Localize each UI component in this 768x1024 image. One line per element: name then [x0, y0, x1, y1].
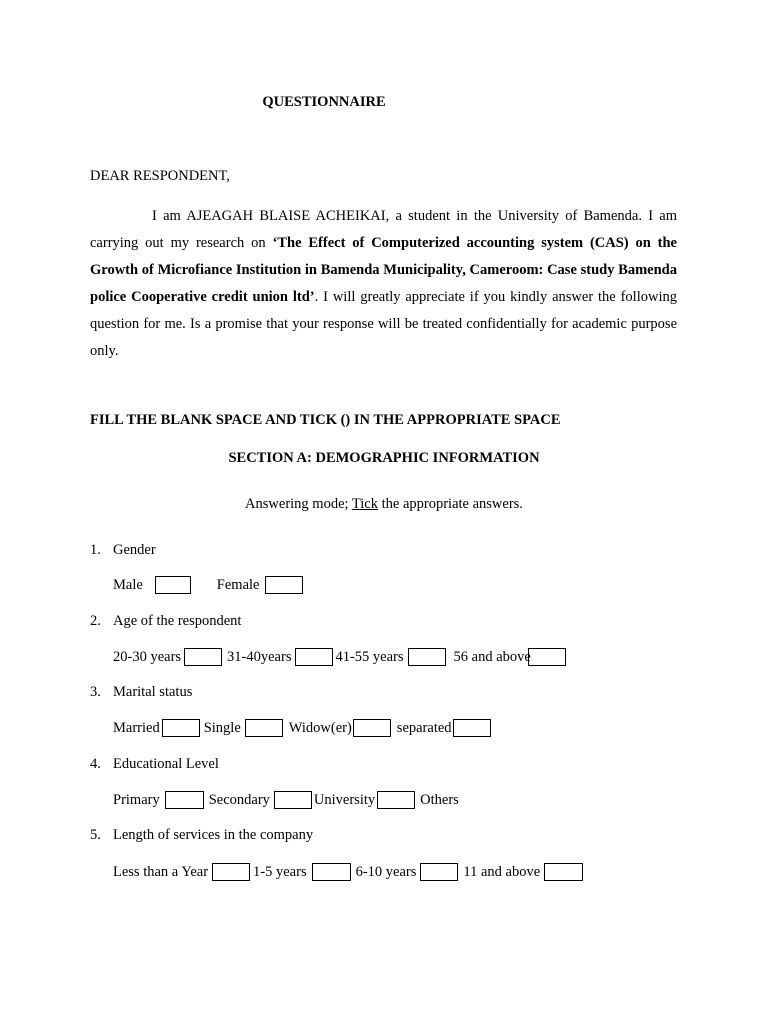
option-label: separated: [396, 719, 452, 736]
options-education: [113, 791, 459, 809]
question-label: Age of the respondent: [113, 613, 242, 629]
answering-mode-tick: Tick: [351, 496, 378, 512]
checkbox-secondary[interactable]: [274, 791, 312, 809]
option-label: 56 and above: [453, 648, 531, 665]
answering-mode-prefix: Answering mode;: [245, 496, 352, 512]
option-label: University: [313, 791, 376, 808]
checkbox-11-above[interactable]: [544, 863, 583, 881]
checkbox-age-20-30[interactable]: [184, 648, 222, 666]
option-label: Others: [420, 791, 459, 808]
option-label: Widow(er): [288, 719, 352, 736]
question-education: [90, 756, 219, 773]
question-number: 3.: [90, 684, 101, 700]
question-label: Marital status: [113, 684, 193, 700]
question-number: 5.: [90, 827, 101, 843]
checkbox-widow[interactable]: [353, 719, 391, 737]
checkbox-age-31-40[interactable]: [295, 648, 333, 666]
question-marital-status: [90, 684, 192, 701]
option-label: 20-30 years: [113, 648, 182, 665]
intro-paragraph: [90, 203, 677, 365]
question-number: 1.: [90, 542, 101, 558]
checkbox-university[interactable]: [377, 791, 415, 809]
checkbox-less-than-year[interactable]: [212, 863, 250, 881]
option-label: 11 and above: [463, 863, 541, 880]
options-marital-status: [113, 719, 491, 737]
checkbox-1-5-years[interactable]: [312, 863, 351, 881]
option-label: 31-40years: [227, 648, 292, 665]
intro-text-2: . I will greatly appreciate if you kindly answer the following question for me. Is a promise that your response will be treated confidentially for academic purpose only.: [90, 289, 677, 359]
question-length-of-service: [90, 827, 313, 844]
instruction: FILL THE BLANK SPACE AND TICK () IN THE APPROPRIATE SPACE: [90, 412, 561, 428]
page-title: QUESTIONNAIRE: [262, 94, 386, 110]
checkbox-age-56-above[interactable]: [528, 648, 566, 666]
checkbox-separated[interactable]: [453, 719, 491, 737]
option-label: Female: [216, 576, 260, 593]
research-title: ‘The Effect of Computerized accounting system (CAS) on the Growth of Microfiance Institution in Bamenda Municipality, Cameroom: Case study Bamenda police Cooperative credit union ltd’: [90, 235, 677, 305]
question-gender: [90, 542, 156, 559]
options-age: [113, 648, 566, 666]
checkbox-married[interactable]: [162, 719, 200, 737]
question-label: Length of services in the company: [113, 827, 314, 843]
checkbox-male[interactable]: [155, 576, 191, 594]
option-label: Male: [113, 576, 143, 593]
answering-mode: [0, 496, 768, 513]
option-label: 41-55 years: [335, 648, 404, 665]
option-label: Married: [113, 719, 160, 736]
question-label: Gender: [113, 542, 156, 558]
question-age: [90, 613, 241, 630]
section-title: SECTION A: DEMOGRAPHIC INFORMATION: [228, 450, 540, 466]
options-length-of-service: [113, 863, 583, 881]
options-gender: [113, 576, 303, 594]
checkbox-age-41-55[interactable]: [408, 648, 446, 666]
option-label: Primary: [113, 791, 160, 808]
question-number: 2.: [90, 613, 101, 629]
question-number: 4.: [90, 756, 101, 772]
checkbox-female[interactable]: [265, 576, 303, 594]
salutation: DEAR RESPONDENT,: [90, 168, 230, 184]
option-label: Single: [203, 719, 241, 736]
option-label: 6-10 years: [355, 863, 417, 880]
question-label: Educational Level: [113, 756, 219, 772]
answering-mode-suffix: the appropriate answers.: [377, 496, 523, 512]
checkbox-single[interactable]: [245, 719, 283, 737]
checkbox-6-10-years[interactable]: [420, 863, 458, 881]
intro-text-1: I am AJEAGAH BLAISE ACHEIKAI, a student in the University of Bamenda. I am carrying out my research on: [90, 208, 677, 251]
checkbox-primary[interactable]: [165, 791, 204, 809]
option-label: Secondary: [208, 791, 270, 808]
option-label: 1-5 years: [253, 863, 307, 880]
option-label: Less than a Year: [113, 863, 209, 880]
